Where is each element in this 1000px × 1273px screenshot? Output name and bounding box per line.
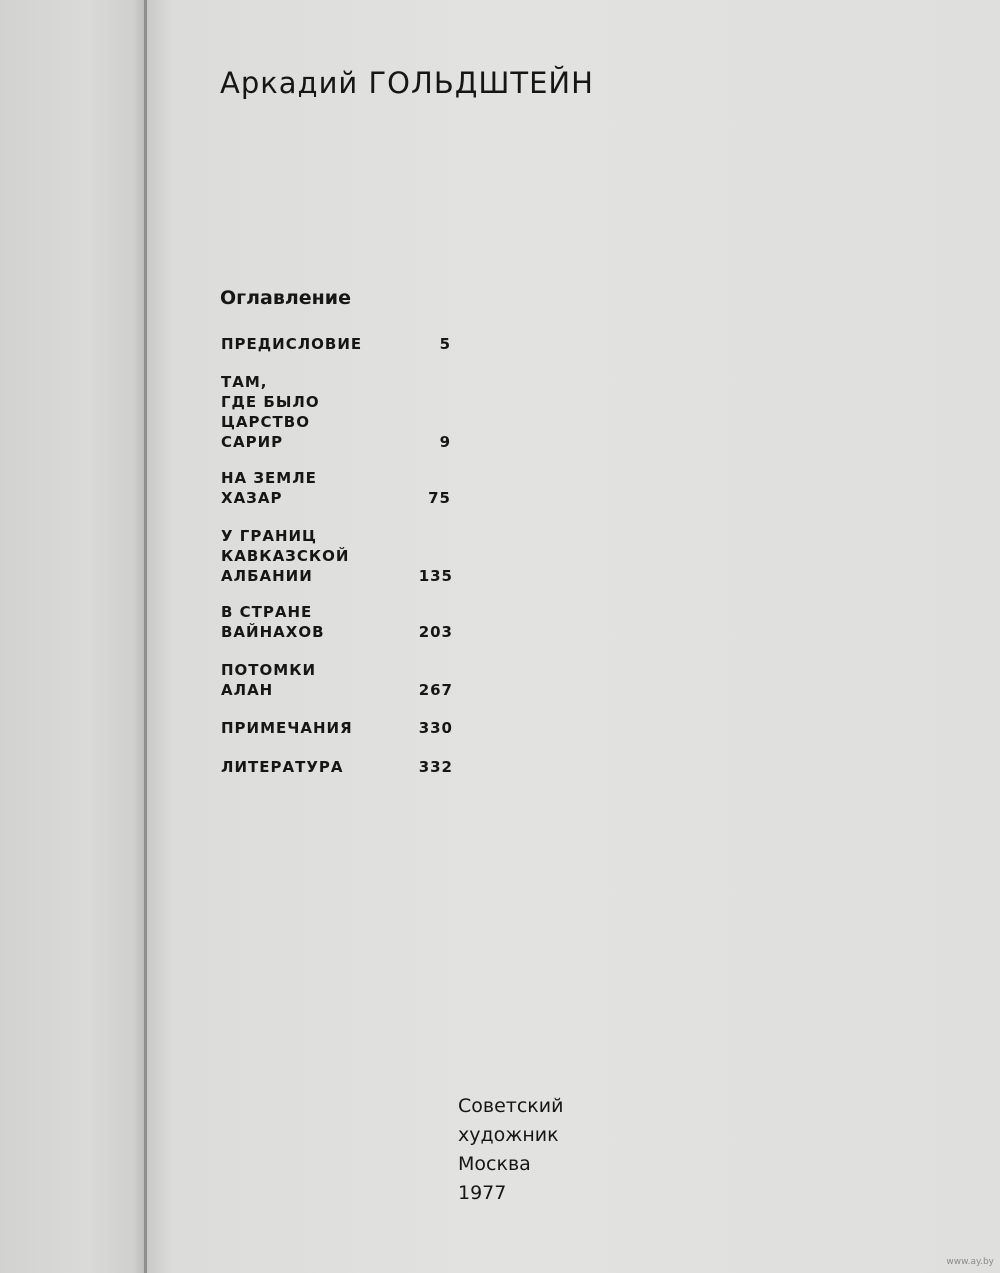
toc-entry-title: У ГРАНИЦ КАВКАЗСКОЙ АЛБАНИИ: [221, 527, 350, 585]
toc-entry: [221, 468, 451, 508]
toc-entry-title: ЛИТЕРАТУРА: [221, 758, 344, 776]
toc-entry-page: 332: [418, 758, 453, 776]
publisher-city: Москва: [458, 1153, 531, 1175]
toc-entry: [221, 602, 453, 642]
toc-entry: [221, 757, 453, 777]
toc-heading: Оглавление: [220, 287, 351, 309]
toc-entry-page: 203: [418, 623, 453, 641]
publisher-imprint: [458, 1092, 563, 1208]
toc-entry-title: В СТРАНЕ ВАЙНАХОВ: [221, 603, 325, 641]
author-first-name: Аркадий: [220, 66, 359, 100]
toc-entry-page: 135: [418, 567, 453, 585]
toc-entry: [221, 718, 453, 738]
toc-entry-page: 330: [418, 719, 453, 737]
publisher-name-line1: Советский: [458, 1095, 564, 1117]
publisher-name-line2: художник: [458, 1124, 559, 1146]
toc-entry-page: 9: [439, 433, 451, 451]
toc-entry: [221, 372, 451, 452]
toc-entry: [221, 526, 453, 586]
toc-entry-title: ТАМ, ГДЕ БЫЛО ЦАРСТВО САРИР: [221, 373, 320, 451]
watermark: www.ay.by: [946, 1257, 994, 1267]
author-last-name: ГОЛЬДШТЕЙН: [368, 66, 594, 100]
toc-entry-title: ПРИМЕЧАНИЯ: [221, 719, 353, 737]
toc-entry-page: 75: [428, 489, 451, 507]
toc-entry: [221, 334, 451, 354]
toc-entry-page: 267: [418, 681, 453, 699]
author-name: [220, 66, 594, 100]
left-page: [0, 0, 146, 1273]
toc-entry-title: ПОТОМКИ АЛАН: [221, 661, 317, 699]
toc-entry-page: 5: [439, 335, 451, 353]
toc-entry-title: ПРЕДИСЛОВИЕ: [221, 335, 363, 353]
toc-entry-title: НА ЗЕМЛЕ ХАЗАР: [221, 469, 317, 507]
publication-year: 1977: [458, 1182, 507, 1204]
toc-entry: [221, 660, 453, 700]
